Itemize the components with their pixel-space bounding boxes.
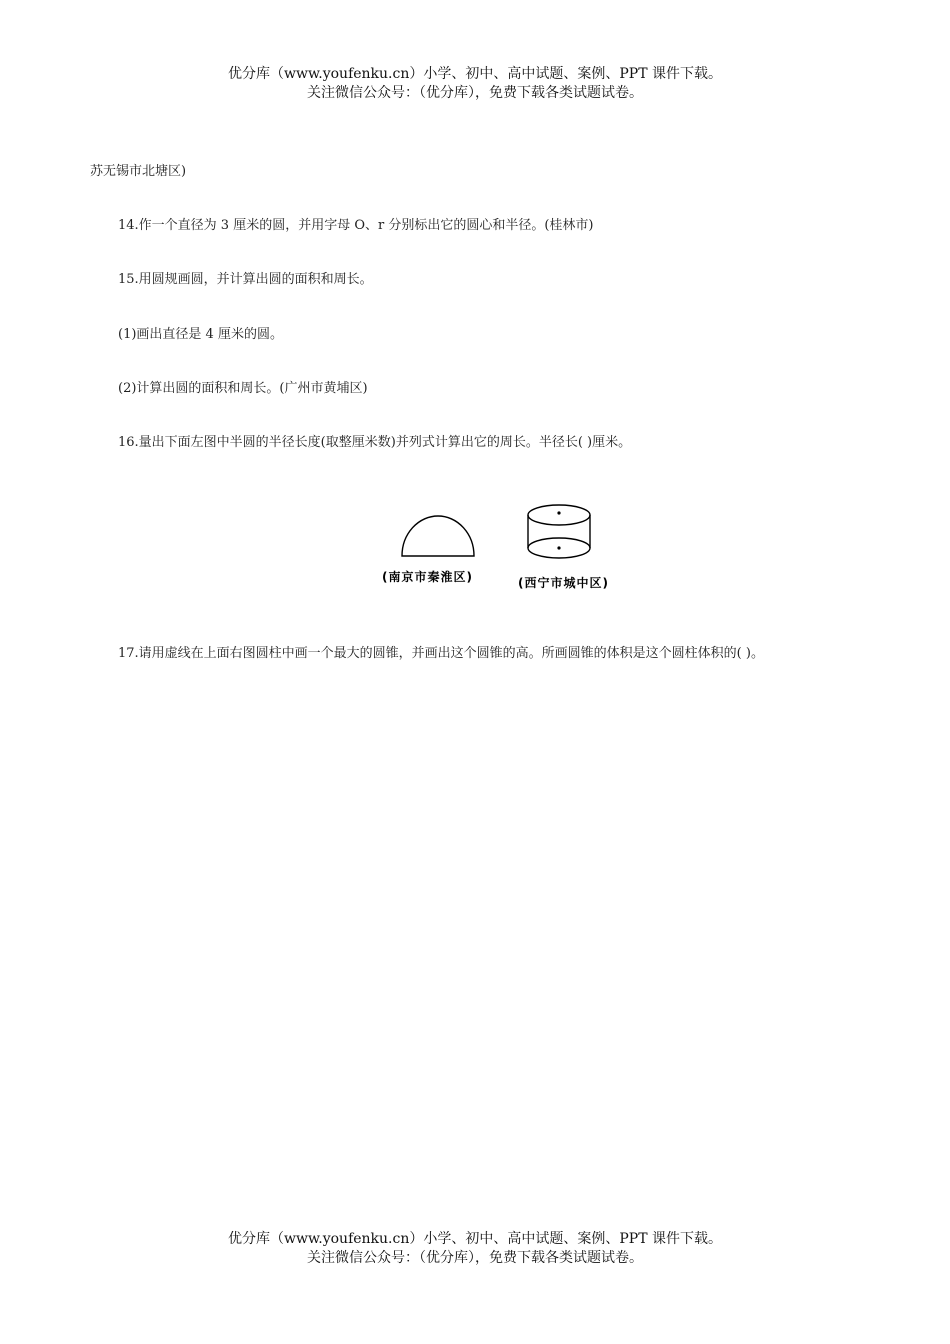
question-16: 16.量出下面左图中半圆的半径长度(取整厘米数)并列式计算出它的周长。半径长( )厘米。 xyxy=(118,435,632,450)
question-15-part-2: (2)计算出圆的面积和周长。(广州市黄埔区) xyxy=(118,381,368,396)
cylinder-drawing xyxy=(512,498,642,574)
cylinder-caption: (西宁市城中区) xyxy=(518,576,609,590)
question-14: 14.作一个直径为 3 厘米的圆，并用字母 O、r 分别标出它的圆心和半径。(桂林市) xyxy=(118,218,594,233)
cylinder-figure xyxy=(512,498,642,594)
continued-source-fragment: 苏无锡市北塘区) xyxy=(90,164,187,179)
question-15-part-1: (1)画出直径是 4 厘米的圆。 xyxy=(118,327,283,342)
page-footer xyxy=(0,1230,950,1268)
header-line-2: 关注微信公众号：（优分库），免费下载各类试题试卷。 xyxy=(307,85,643,101)
footer-line-1: 优分库（www.youfenku.cn）小学、初中、高中试题、案例、PPT 课件下载。 xyxy=(227,1231,722,1247)
page-header xyxy=(0,65,950,103)
semicircle-figure xyxy=(376,498,500,594)
footer-line-2: 关注微信公众号：（优分库），免费下载各类试题试卷。 xyxy=(307,1250,643,1266)
question-15: 15.用圆规画圆，并计算出圆的面积和周长。 xyxy=(118,272,373,287)
header-line-1: 优分库（www.youfenku.cn）小学、初中、高中试题、案例、PPT 课件下载。 xyxy=(227,66,722,82)
semicircle-caption: (南京市秦淮区) xyxy=(382,570,473,584)
semicircle-drawing xyxy=(376,498,500,568)
question-17: 17.请用虚线在上面右图圆柱中画一个最大的圆锥，并画出这个圆锥的高。所画圆锥的体积是这个圆柱体积的( )。 xyxy=(118,646,764,661)
